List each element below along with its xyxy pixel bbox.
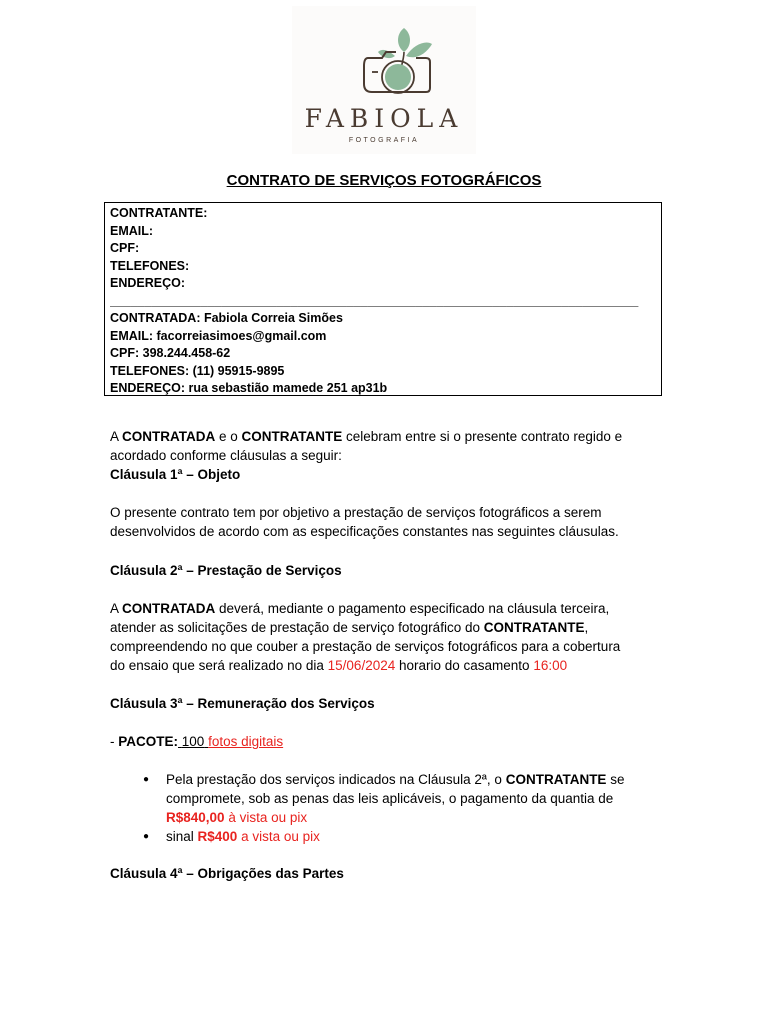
contratada-telefones: TELEFONES: (11) 95915-9895 xyxy=(110,363,285,378)
text: sinal xyxy=(166,829,198,844)
page-title: CONTRATO DE SERVIÇOS FOTOGRÁFICOS xyxy=(226,172,542,189)
pacote-quantity: 100 xyxy=(181,734,205,749)
contratante-label: CONTRATANTE: xyxy=(110,206,208,220)
deposit-bullet xyxy=(166,827,320,846)
text: - xyxy=(110,734,119,749)
camera-leaf-icon xyxy=(292,6,476,106)
contratada-term: CONTRATADA xyxy=(122,601,216,616)
contratada-name: CONTRATADA: Fabiola Correia Simões xyxy=(110,311,343,325)
clausula-2-line-1 xyxy=(110,599,609,618)
contratada-email: EMAIL: facorreiasimoes@gmail.com xyxy=(110,328,327,343)
parties-info-box xyxy=(104,202,662,396)
pacote-description: fotos digitais xyxy=(208,734,284,749)
text: Pela prestação dos serviços indicados na Cláusula 2ª, o xyxy=(166,772,506,787)
payment-bullet-line-2: compromete, sob as penas das leis aplicáveis, o pagamento da quantia de xyxy=(166,791,614,806)
clausula-2-line-3: compreendendo no que couber a prestação de serviços fotográficos para a cobertura xyxy=(110,639,621,654)
intro-contratante: CONTRATANTE xyxy=(241,429,343,444)
clausula-2-heading: Cláusula 2ª – Prestação de Serviços xyxy=(110,563,342,578)
clausula-3-heading: Cláusula 3ª – Remuneração dos Serviços xyxy=(110,696,375,711)
clausula-1-line-2: desenvolvidos de acordo com as especificações constantes nas seguintes cláusulas. xyxy=(110,524,619,539)
deposit-amount: R$400 xyxy=(197,829,238,844)
intro-line-1 xyxy=(110,427,622,446)
divider-line: ____________________________________________________________________________ xyxy=(110,293,639,308)
text: do ensaio que será realizado no dia xyxy=(110,658,328,673)
telefones-label: TELEFONES: xyxy=(110,258,190,273)
text: , xyxy=(584,620,589,635)
bullet-icon: ● xyxy=(143,774,150,785)
pacote-line xyxy=(110,732,283,751)
text: deverá, mediante o pagamento especificado na cláusula terceira, xyxy=(215,601,610,616)
email-label: EMAIL: xyxy=(110,223,154,238)
contratante-term: CONTRATANTE xyxy=(483,620,585,635)
clausula-2-line-2 xyxy=(110,618,588,637)
intro-text: e o xyxy=(215,429,242,444)
contratada-cpf: CPF: 398.244.458-62 xyxy=(110,346,231,360)
intro-line-2: acordado conforme cláusulas a seguir: xyxy=(110,448,342,463)
intro-text: A xyxy=(110,429,123,444)
payment-bullet-line-1 xyxy=(166,770,624,789)
event-time: 16:00 xyxy=(533,658,568,673)
contratante-term: CONTRATANTE xyxy=(505,772,607,787)
endereco-label: ENDEREÇO: xyxy=(110,276,186,290)
event-date: 15/06/2024 xyxy=(327,658,396,673)
logo xyxy=(292,6,476,154)
text: horario do casamento xyxy=(395,658,534,673)
deposit-method: a vista ou pix xyxy=(237,829,320,844)
intro-contratada: CONTRATADA xyxy=(122,429,216,444)
pacote-label: PACOTE: xyxy=(118,734,178,749)
intro-text: celebram entre si o presente contrato regido e xyxy=(342,429,623,444)
clausula-2-line-4 xyxy=(110,656,567,675)
logo-subtitle: FOTOGRAFIA xyxy=(348,137,420,144)
payment-method: à vista ou pix xyxy=(224,810,308,825)
cpf-label: CPF: xyxy=(110,241,140,255)
text: se xyxy=(606,772,625,787)
text: A xyxy=(110,601,123,616)
contratada-endereco: ENDEREÇO: rua sebastião mamede 251 ap31b xyxy=(110,381,388,395)
payment-bullet-line-3 xyxy=(166,808,307,827)
text: atender as solicitações de prestação de serviço fotográfico do xyxy=(110,620,484,635)
bullet-icon: ● xyxy=(143,831,150,842)
payment-amount: R$840,00 xyxy=(166,810,225,825)
clausula-4-heading: Cláusula 4ª – Obrigações das Partes xyxy=(110,866,344,881)
logo-name: FABIOLA xyxy=(304,104,464,133)
clausula-1-heading: Cláusula 1ª – Objeto xyxy=(110,467,241,482)
clausula-1-line-1: O presente contrato tem por objetivo a prestação de serviços fotográficos a serem xyxy=(110,505,602,520)
